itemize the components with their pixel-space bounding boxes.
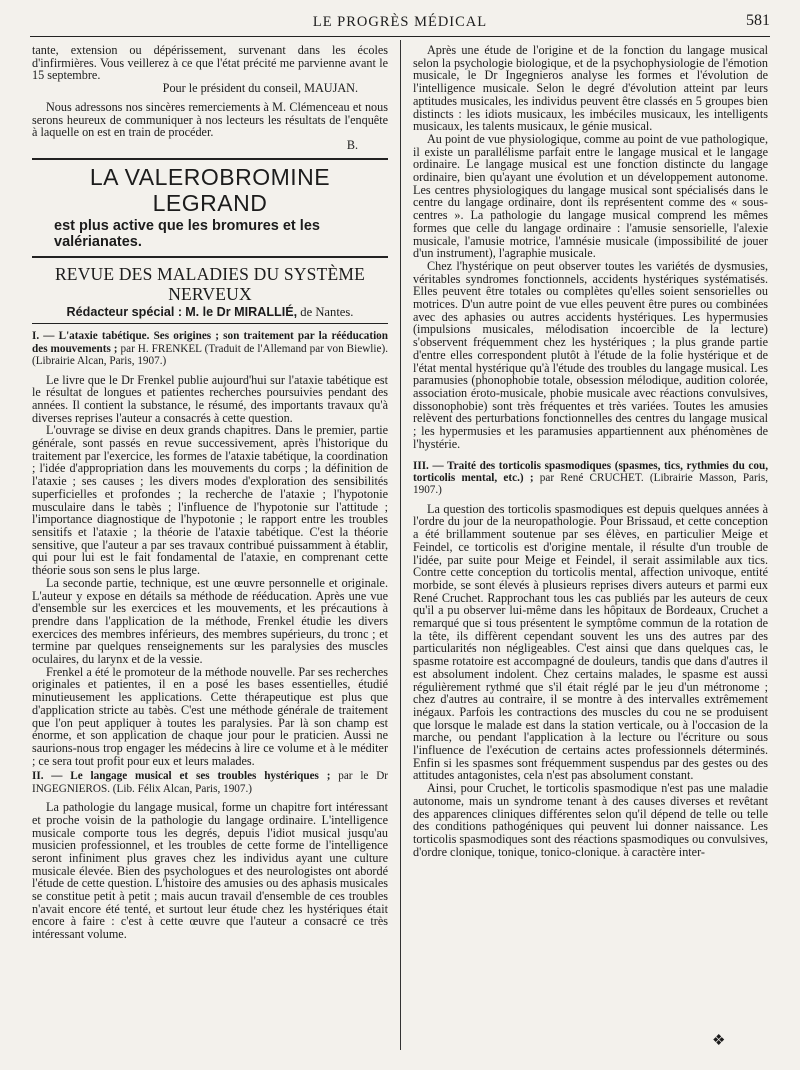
review-paragraph: Chez l'hystérique on peut observer toutes les variétés de dysmusies, véritables syndromes fonctionnels, accidents hystériques systématisés. Elles peuvent être totales ou complètes qu'elles soient sensorielles ou motrices. D'un autre point de vue elles peuvent être pures ou combinées avec des aphasies ou autres accidents hystériques. Les hypermusies (impulsions musicales, mélodisation incoercible de la lecture) s'observent fréquemment chez les hystériques ; la plus grande partie d'entre elles correspondent plutôt à l'étude de la folie hystérique et de l'état mental hystérique qu'à l'étude des troubles du langage musical. Les paramusies (phonophobie totale, obsession mélodique, audition colorée, association éroto-musicale, phobie musicale avec réactions convulsives, dissonophobie) sont très fréquentes et très variées. Toutes les amusies relèvent des perturbations fonctionnelles des centres du langage musical ; les hypermusies et les paramusies appartiennent aux phénomènes de l'hystérie. (413, 258, 768, 451)
review-heading: I. — L'ataxie tabétique. Ses origines ; son traitement par la rééducation des mouvements ; par H. FRENKEL (Traduit de l'Allemand par von Biewlie). (Librairie Alcan, Paris, 1907.) (32, 330, 388, 368)
column-divider (400, 40, 401, 1050)
letter-end: tante, extension ou dépérissement, survenant dans les écoles d'infirmières. Vous veillerez à ce que l'état précité me parvienne avant le 15 septembre. (32, 43, 388, 83)
thanks-paragraph: Nous adressons nos sincères remerciements à M. Clémenceau et nous serons heureux de communiquer à nos lecteurs les résultats de l'enquête à laquelle on est en train de procéder. (32, 99, 388, 140)
editor-label: Rédacteur spécial : (66, 304, 183, 319)
review-paragraph: Frenkel a été le promoteur de la méthode nouvelle. Par ses recherches originales et patientes, il en a posé les bases essentielles, étudié minutieusement les applications. Cette thérapeutique est plus que d'application stricte au tabès. C'est une méthode générale de traitement que l'on peut appliquer à toutes les paralysies. Par là son champ est énorme, et son application de chaque jour pour le praticien. Aussi ne saurions-nous trop engager les médecins à lire ce volume et à le méditer ; ce sera tout profit pour eux et leurs malades. (32, 664, 388, 768)
editor-city: de Nantes. (300, 304, 354, 319)
left-column (32, 44, 388, 941)
review-paragraph: L'ouvrage se divise en deux grands chapitres. Dans le premier, partie générale, sont passés en revue successivement, après l'historique du traitement par l'exercice, les formes de l'ataxie tabétique, la coordination ; l'idée d'appropriation dans les mouvements du corps ; la définition de l'ataxie ; ses causes ; les divers modes d'exploration des sensibilités superficielles et profondes ; la recherche de l'ataxie ; l'hypotonie musculaire dans le tabès ; l'influence de l'hypotonie sur l'attitude ; l'importance diagnostique de l'hypotonie ; le rapport entre les troubles sensitifs et l'ataxie ; la théorie de l'ataxie tabétique. C'est la théorie sensitive, que l'auteur a par ses travaux contribué puissamment à établir, qui pour lui est le fait fondamental de l'ataxie, en comprenant cette théorie sous son sens le plus large. (32, 423, 388, 578)
thanks-signature: B. (346, 137, 358, 152)
page-header (30, 12, 770, 37)
section-title: REVUE DES MALADIES DU SYSTÈME NERVEUX (54, 263, 366, 304)
fleuron-ornament-icon: ❖ (712, 1033, 726, 1049)
journal-title: LE PROGRÈS MÉDICAL (312, 14, 488, 30)
review-paragraph: La pathologie du langage musical, forme un chapitre fort intéressant et proche voisin de la pathologie du langage ordinaire. L'intelligence musicale comporte tous les degrés, depuis l'idiot musical jusqu'au musicien professionnel, et les troubles de cette forme de l'intelligence seront infiniment plus graves chez les individus ayant une culture musicale élevée. Bien des psychologues et des neurologistes ont abordé l'étude de cette question. L'histoire des amusies ou des aphasis musicales se constitue petit à petit ; mais aucun travail d'ensemble de ces troubles n'avait encore été tenté, et surtout leur étude chez les hystériques était encore à faire : c'est à cette œuvre que l'auteur a consacré ce très intéressant volume. (32, 800, 388, 942)
ad-title: LA VALEROBROMINE LEGRAND (89, 163, 331, 216)
right-column (413, 44, 768, 858)
review-paragraph: La seconde partie, technique, est une œuvre personnelle et originale. L'auteur y expose en détails sa méthode de rééducation. Après une vue d'ensemble sur les exercices et les mouvements, et les précautions à prendre dans l'application de la méthode, Frenkel étudie les divers exercices des membres inférieurs, des membres supérieurs, du tronc ; et termine par quelques renseignements sur les paralysies des muscles oculaires, du larynx et de la vessie. (32, 575, 388, 667)
divider-rule (32, 323, 388, 324)
section-editor (32, 306, 388, 319)
divider-rule (32, 256, 388, 258)
divider-rule (32, 158, 388, 160)
review-heading: III. — Traité des torticolis spasmodiques (spasmes, tics, rythmies du cou, torticolis mental, etc.) ; par René CRUCHET. (Librairie Masson, Paris, 1907.) (413, 459, 769, 497)
review-heading: II. — Le langage musical et ses troubles hystériques ; par le Dr INGEGNIEROS. (Lib. Félix Alcan, Paris, 1907.) (32, 770, 389, 795)
letter-signature: Pour le président du conseil, MAUJAN. (162, 81, 358, 96)
review-paragraph: Ainsi, pour Cruchet, le torticolis spasmodique n'est pas une maladie autonome, mais un syndrome tenant à des causes diverses et revêtant des apparences cliniques différentes selon qu'il dépend de telle ou telle des conditions pathogéniques qui peuvent lui donner naissance. Les torticolis spasmodiques sont des réactions spasmodiques ou convulsives, d'ordre clonique, tonique, tonico-clonique. à caractère inter- (413, 781, 768, 859)
page-number: 581 (746, 12, 770, 29)
review-paragraph: Au point de vue physiologique, comme au point de vue pathologique, il existe un parallélisme parfait entre le langage musical et le langage ordinaire. Le langage musical est une fonction distincte du langage ordinaire, bien qu'ayant une évolution et un développement autonome. Les centres physiologiques du langage musical sont spécialisés dans le centre du langage ordinaire, dont ils représentent comme des « sous-centres ». La pathologie du langage musical comprend les mêmes formes que celle du langage ordinaire : l'amusie sensorielle, l'alexie musicale, l'amusie motrice, l'amnésie musicale (impossibilité de jouer d'un instrument), l'agraphie musicale. (413, 131, 768, 261)
review-paragraph: Le livre que le Dr Frenkel publie aujourd'hui sur l'ataxie tabétique est le résultat de longues et patientes recherches poursuivies pendant des années. Il contient la substance, le résumé, des importants travaux qu'à diverses reprises l'auteur a consacrés à cette question. (32, 372, 388, 425)
editor-name: M. le Dr MIRALLIÉ, (185, 304, 298, 319)
ad-subtitle: est plus active que les bromures et les valérianates. (54, 217, 320, 250)
review-paragraph: La question des torticolis spasmodiques est depuis quelques années à l'ordre du jour de la neuropathologie. Pour Brissaud, et cette conception a été brillamment soutenue par ses élèves, en particulier Meige et Feindel, ce torticolis est d'origine mentale, il résulte d'un trouble de l'idée, par suite pour Meige et Feindel, il serait assimilable aux tics. Contre cette conception du torticolis mental, affection univoque, entité morbide, se sont élevés à plusieurs reprises divers auteurs et parmi eux René Cruchet. Rapprochant tous les cas publiés par les auteurs de ceux qu'il a pu observer lui-même dans les hôpitaux de Bordeaux, Cruchet a remarqué que si tous présentent le symptôme commun de la rotation de la tête, ils diffèrent cependant souvent les uns des autres par des particularités non négligeables. C'est ainsi que dans quelques cas, le spasme rotatoire est accompagné de douleurs, tandis que dans d'autres il est absolument indolent. Chez certains malades, le spasme est aussi régulièrement rythmé que s'il était réglé par le jeu d'un métronome ; chez d'autres au contraire, il se montre à des intervalles extrêmement inégaux. Parfois les contractions des muscles du cou ne se produisent que lorsque le malade est dans la station verticale, ou à l'occasion de la marche, ou pendant l'application à la lecture ou l'écriture ou sous l'influence de l'exécution de certains actes professionnels déterminés. Enfin si les spasmes sont fréquemment suspendus par des gestes ou des attitudes antagonistes, cela n'est pas absolument constant. (413, 501, 768, 783)
review-paragraph: Après une étude de l'origine et de la fonction du langage musical selon la psychologie biologique, et de la psychophysiologie de l'émotion musicale, le Dr Ingegnieros analyse les formes et l'évolution de l'intelligence musicale. Selon le degré d'évolution atteint par leurs aptitudes musicales, les individus peuvent être classés en 5 groupes bien distincts : les idiots musicaux, les imbéciles musicaux, les intelligents musicaux, les talents musicaux, le génie musical. (413, 43, 768, 134)
